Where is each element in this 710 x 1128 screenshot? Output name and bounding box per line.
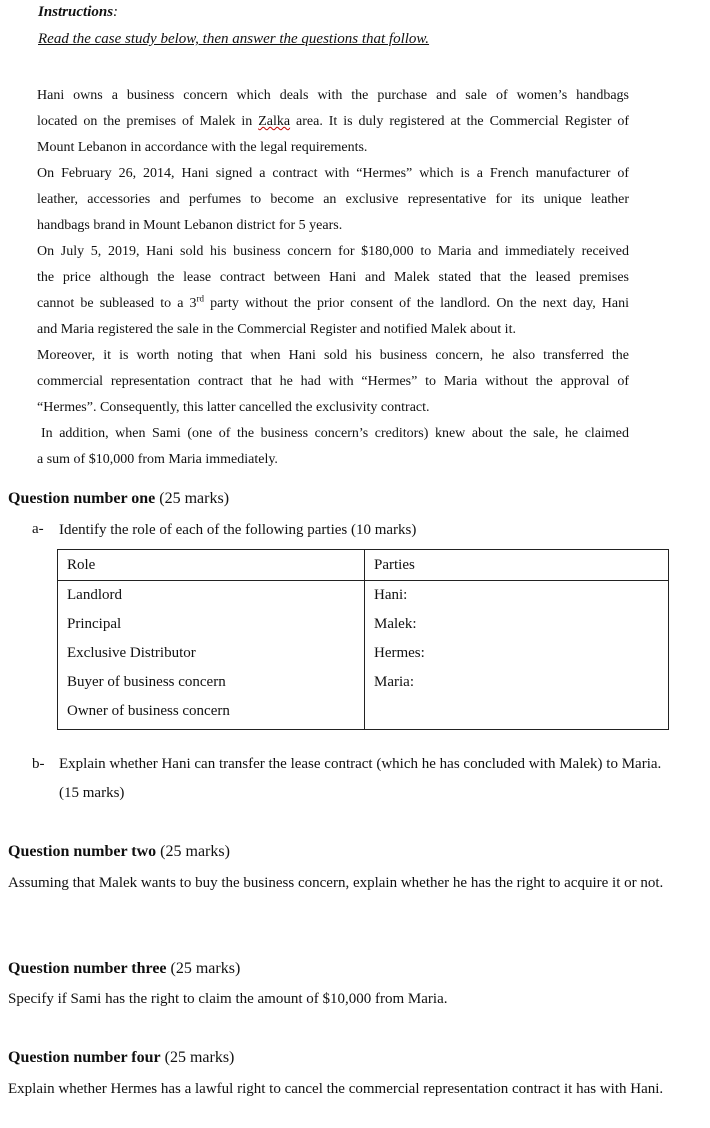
question-one-heading: Question number one (25 marks) [8, 490, 230, 507]
superscript: rd [196, 293, 204, 304]
question-two-heading: Question number two (25 marks) [8, 843, 230, 860]
instructions-label: Instructions [38, 4, 114, 20]
spellcheck-word: Zalka [258, 114, 291, 129]
role-item: Principal [67, 616, 122, 632]
instructions-colon: : [113, 4, 119, 20]
role-item: Landlord [67, 587, 122, 603]
case-line: handbags brand in Mount Lebanon district for 5 years. [37, 218, 343, 233]
question-three-heading: Question number three (25 marks) [8, 960, 241, 977]
party-item: Hermes: [374, 645, 425, 661]
roles-table [57, 549, 669, 730]
case-line: In addition, when Sami (one of the business concern’s creditors) knew about the sale, he claimed [41, 426, 629, 441]
case-line: leather, accessories and perfumes to become an exclusive representative for its unique leather [37, 192, 629, 207]
case-line: “Hermes”. Consequently, this latter cancelled the exclusivity contract. [37, 400, 430, 415]
question-two-text: Assuming that Malek wants to buy the business concern, explain whether he has the right to acquire it or not. [8, 875, 664, 891]
party-item: Maria: [374, 674, 414, 690]
party-item: Hani: [374, 587, 408, 603]
role-item: Owner of business concern [67, 703, 230, 719]
read-instruction: Read the case study below, then answer the questions that follow. [38, 31, 430, 47]
q1-part-b-letter: b- [32, 756, 45, 772]
question-four-heading: Question number four (25 marks) [8, 1049, 235, 1066]
case-line: the price although the lease contract between Hani and Malek stated that the leased premises [37, 270, 629, 285]
header-parties: Parties [365, 550, 669, 581]
case-line: Hani owns a business concern which deals with the purchase and sale of women’s handbags [37, 88, 629, 103]
parties-cell [365, 581, 669, 730]
question-four-text: Explain whether Hermes has a lawful right to cancel the commercial representation contract it has with Hani. [8, 1081, 664, 1097]
instructions-heading [38, 4, 118, 21]
case-line: cannot be subleased to a 3rd party without the prior consent of the landlord. On the next day, Hani [37, 293, 630, 311]
case-line: and Maria registered the sale in the Commercial Register and notified Malek about it. [37, 322, 516, 337]
role-item: Exclusive Distributor [67, 645, 196, 661]
party-item: Malek: [374, 616, 417, 632]
case-line: On February 26, 2014, Hani signed a contract with “Hermes” which is a French manufacturer of [37, 166, 629, 181]
case-line: Moreover, it is worth noting that when Hani sold his business concern, he also transferred the [37, 348, 629, 363]
case-study [37, 83, 629, 473]
roles-cell [58, 581, 365, 730]
case-line: Mount Lebanon in accordance with the legal requirements. [37, 140, 368, 155]
q1-part-b-text: Explain whether Hani can transfer the lease contract (which he has concluded with Malek) to Maria. (15 marks) [59, 756, 662, 801]
role-item: Buyer of business concern [67, 674, 226, 690]
header-role: Role [58, 550, 365, 581]
case-line: located on the premises of Malek in Zalka area. It is duly registered at the Commercial Register of [37, 114, 629, 129]
case-line: On July 5, 2019, Hani sold his business concern for $180,000 to Maria and immediately received [37, 244, 629, 259]
question-three-text: Specify if Sami has the right to claim the amount of $10,000 from Maria. [8, 991, 448, 1007]
case-line: a sum of $10,000 from Maria immediately. [37, 452, 278, 467]
q1-part-a-text: Identify the role of each of the following parties (10 marks) [59, 522, 417, 538]
q1-part-a-letter: a- [32, 521, 44, 537]
case-line: commercial representation contract that he had with “Hermes” to Maria without the approval of [37, 374, 629, 389]
